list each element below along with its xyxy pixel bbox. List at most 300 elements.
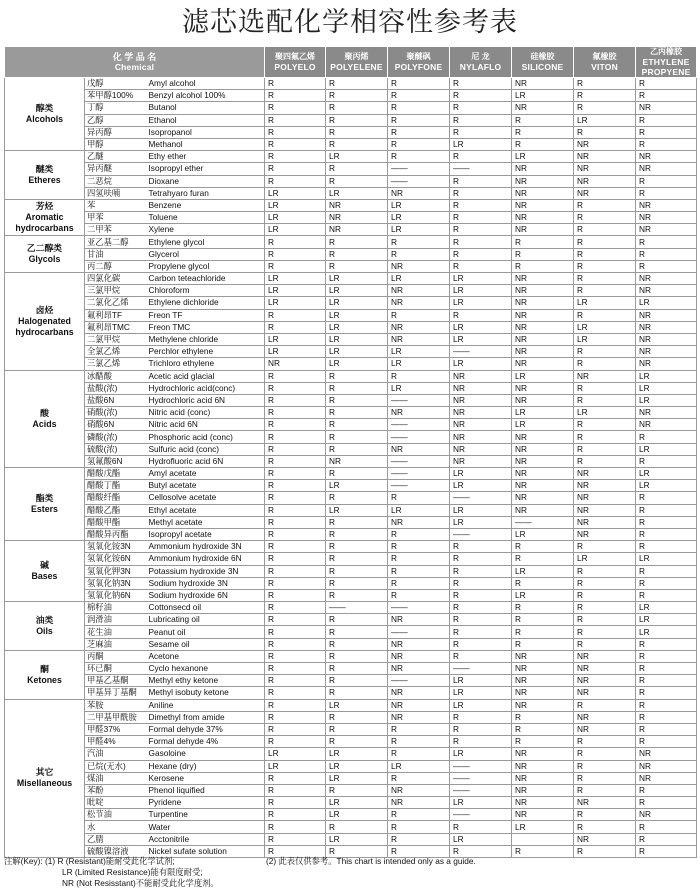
chemical-cn: 异丙醇 (85, 126, 147, 138)
rating-cell: R (265, 516, 326, 528)
rating-cell: R (265, 821, 326, 833)
rating-cell: LR (265, 187, 326, 199)
chemical-cn: 硫酸镍溶液 (85, 845, 147, 857)
rating-cell: R (574, 772, 636, 784)
category-cell (5, 650, 85, 699)
table-body (5, 78, 697, 858)
rating-cell: R (265, 687, 326, 699)
rating-cell: R (574, 443, 636, 455)
rating-cell: R (450, 723, 512, 735)
rating-cell: R (512, 602, 574, 614)
rating-cell: R (265, 163, 326, 175)
chemical-en: Freon TMC (147, 321, 265, 333)
rating-cell: R (326, 638, 388, 650)
rating-cell: NR (636, 102, 697, 114)
chemical-cn: 氢氧化钾3N (85, 565, 147, 577)
table-row (5, 333, 697, 345)
chemical-cn: 氟利昂TF (85, 309, 147, 321)
rating-cell: R (326, 78, 388, 90)
rating-cell: R (265, 650, 326, 662)
header-chemical (5, 47, 265, 78)
chemical-en: Ammonium hydroxide 6N (147, 553, 265, 565)
header-chemical-cn: 化 学 品 名 (112, 52, 157, 62)
rating-cell: R (512, 736, 574, 748)
category-en: Glycols (28, 254, 61, 265)
chemical-cn: 氢氧化钠3N (85, 577, 147, 589)
rating-cell: NR (636, 321, 697, 333)
category-cell (5, 199, 85, 236)
rating-cell: NR (574, 504, 636, 516)
rating-cell: R (574, 809, 636, 821)
rating-cell: LR (326, 285, 388, 297)
rating-cell: R (326, 126, 388, 138)
rating-cell: NR (636, 333, 697, 345)
table-row (5, 407, 697, 419)
rating-cell: R (265, 833, 326, 845)
rating-cell: R (450, 151, 512, 163)
rating-cell: R (326, 553, 388, 565)
rating-cell: LR (450, 273, 512, 285)
table-row (5, 394, 697, 406)
chemical-cn: 二甲苯 (85, 224, 147, 236)
rating-cell: R (636, 638, 697, 650)
rating-cell: R (450, 102, 512, 114)
rating-cell: NR (636, 772, 697, 784)
header-material: 聚醚砜 POLYFONE (388, 47, 450, 78)
chemical-cn: 冰醋酸 (85, 370, 147, 382)
chemical-cn: 醋酸纤酯 (85, 492, 147, 504)
rating-cell: R (512, 577, 574, 589)
rating-cell: R (388, 577, 450, 589)
category-cell (5, 151, 85, 200)
rating-cell: R (574, 845, 636, 857)
rating-cell: NR (512, 346, 574, 358)
chemical-en: Dioxane (147, 175, 265, 187)
chemical-cn: 丁醇 (85, 102, 147, 114)
rating-cell: R (450, 553, 512, 565)
chemical-en: Glycerol (147, 248, 265, 260)
rating-cell: R (450, 626, 512, 638)
chemical-en: Tetrahyaro furan (147, 187, 265, 199)
rating-cell: R (450, 821, 512, 833)
rating-cell: R (388, 492, 450, 504)
rating-cell: R (574, 577, 636, 589)
table-row (5, 602, 697, 614)
chemical-cn: 醋酸异丙酯 (85, 528, 147, 540)
chemical-en: Sulfuric acid (conc) (147, 443, 265, 455)
rating-cell: R (265, 321, 326, 333)
table-header (5, 47, 697, 78)
rating-cell: R (326, 468, 388, 480)
chemical-cn: 乙醇 (85, 114, 147, 126)
rating-cell: NR (512, 175, 574, 187)
rating-cell: R (574, 358, 636, 370)
chemical-en: Isopropanol (147, 126, 265, 138)
chemical-en: Hydrofluoric acid 6N (147, 455, 265, 467)
table-row (5, 260, 697, 272)
rating-cell: NR (388, 260, 450, 272)
rating-cell: R (574, 760, 636, 772)
chemical-en: Pyridene (147, 797, 265, 809)
rating-cell: R (265, 809, 326, 821)
table-row (5, 687, 697, 699)
rating-cell: R (574, 565, 636, 577)
rating-cell: R (326, 723, 388, 735)
chemical-cn: 四氯化碳 (85, 273, 147, 285)
category-cn: 油类 (35, 614, 54, 625)
rating-cell: NR (512, 273, 574, 285)
rating-cell: R (450, 212, 512, 224)
rating-cell: R (265, 151, 326, 163)
rating-cell: NR (636, 273, 697, 285)
rating-cell: R (265, 126, 326, 138)
rating-cell: NR (636, 309, 697, 321)
rating-cell: —— (388, 468, 450, 480)
rating-cell: R (326, 175, 388, 187)
rating-cell: R (326, 236, 388, 248)
table-row (5, 224, 697, 236)
rating-cell: NR (388, 797, 450, 809)
rating-cell: R (265, 553, 326, 565)
rating-cell: R (574, 626, 636, 638)
rating-cell: —— (450, 528, 512, 540)
rating-cell: R (574, 821, 636, 833)
table-row (5, 809, 697, 821)
rating-cell: —— (326, 602, 388, 614)
rating-cell: R (265, 455, 326, 467)
chemical-en: Ethanol (147, 114, 265, 126)
rating-cell: LR (636, 382, 697, 394)
chemical-en: Formal dehyde 37% (147, 723, 265, 735)
rating-cell: R (326, 675, 388, 687)
rating-cell: R (450, 114, 512, 126)
chemical-en: Isopropyl acetate (147, 528, 265, 540)
rating-cell: R (326, 663, 388, 675)
rating-cell: —— (512, 516, 574, 528)
rating-cell: LR (326, 748, 388, 760)
rating-cell: LR (326, 309, 388, 321)
rating-cell: R (636, 78, 697, 90)
chemical-en: Potassium hydroxide 3N (147, 565, 265, 577)
rating-cell: NR (512, 321, 574, 333)
rating-cell: NR (388, 711, 450, 723)
rating-cell: R (326, 102, 388, 114)
rating-cell: NR (512, 309, 574, 321)
table-row (5, 370, 697, 382)
rating-cell: R (388, 102, 450, 114)
rating-cell: LR (450, 321, 512, 333)
rating-cell: LR (265, 346, 326, 358)
rating-cell: NR (574, 711, 636, 723)
rating-cell: —— (388, 602, 450, 614)
rating-cell: NR (512, 285, 574, 297)
rating-cell: LR (326, 321, 388, 333)
rating-cell: LR (326, 187, 388, 199)
rating-cell: R (574, 602, 636, 614)
chemical-cn: 异丙醚 (85, 163, 147, 175)
rating-cell: R (326, 711, 388, 723)
table-row (5, 541, 697, 553)
rating-cell: R (265, 382, 326, 394)
rating-cell: R (574, 273, 636, 285)
chemical-cn: 亚乙基二醇 (85, 236, 147, 248)
rating-cell: R (636, 687, 697, 699)
rating-cell: NR (326, 199, 388, 211)
table-row (5, 650, 697, 662)
rating-cell: R (574, 224, 636, 236)
chemical-en: Toluene (147, 212, 265, 224)
table-row (5, 248, 697, 260)
chemical-cn: 氢氧化铵6N (85, 553, 147, 565)
chemical-cn: 甲基异丁基酮 (85, 687, 147, 699)
rating-cell: R (326, 407, 388, 419)
key-line: NR (Not Resisstant)不能耐受此化学度剂。 (62, 878, 219, 888)
chemical-en: Trichloro ethylene (147, 358, 265, 370)
chemical-cn: 苯甲醇100% (85, 90, 147, 102)
rating-cell: R (388, 248, 450, 260)
chemical-cn: 甲苯 (85, 212, 147, 224)
rating-cell: R (574, 638, 636, 650)
rating-cell: R (450, 638, 512, 650)
rating-cell: NR (512, 784, 574, 796)
rating-cell: NR (574, 151, 636, 163)
category-en: Alcohols (25, 114, 64, 125)
chemical-en: Phosphoric acid (conc) (147, 431, 265, 443)
category-cell (5, 370, 85, 468)
rating-cell: —— (388, 455, 450, 467)
chemical-cn: 丙二醇 (85, 260, 147, 272)
rating-cell: NR (388, 699, 450, 711)
rating-cell: LR (265, 224, 326, 236)
rating-cell: LR (265, 273, 326, 285)
rating-cell: R (512, 248, 574, 260)
rating-cell: NR (450, 382, 512, 394)
rating-cell: R (326, 577, 388, 589)
chemical-en: Acetic acid glacial (147, 370, 265, 382)
table-row (5, 833, 697, 845)
category-en: Etheres (28, 175, 61, 185)
chemical-cn: 已烷(无水) (85, 760, 147, 772)
rating-cell: R (265, 309, 326, 321)
chemical-cn: 氟利昂TMC (85, 321, 147, 333)
chemical-en: Formal dehyde 4% (147, 736, 265, 748)
chemical-cn: 二氯化乙烯 (85, 297, 147, 309)
rating-cell: NR (636, 760, 697, 772)
table-row (5, 443, 697, 455)
table-row (5, 163, 697, 175)
table-row (5, 90, 697, 102)
rating-cell: R (450, 248, 512, 260)
rating-cell: R (388, 370, 450, 382)
rating-cell: LR (512, 528, 574, 540)
rating-cell: NR (574, 675, 636, 687)
rating-cell: NR (388, 650, 450, 662)
chemical-cn: 苯酚 (85, 784, 147, 796)
chemical-cn: 乙腈 (85, 833, 147, 845)
rating-cell: LR (326, 699, 388, 711)
chemical-en: Acetone (147, 650, 265, 662)
rating-cell: NR (512, 797, 574, 809)
rating-cell: R (574, 78, 636, 90)
rating-cell: R (636, 455, 697, 467)
rating-cell: R (265, 772, 326, 784)
rating-cell: R (388, 126, 450, 138)
rating-cell: NR (574, 187, 636, 199)
chemical-cn: 甘油 (85, 248, 147, 260)
rating-cell: R (450, 236, 512, 248)
rating-cell: R (388, 90, 450, 102)
rating-cell: LR (450, 480, 512, 492)
rating-cell: LR (450, 699, 512, 711)
table-row (5, 273, 697, 285)
chemical-cn: 醋酸乙酯 (85, 504, 147, 516)
table-row (5, 468, 697, 480)
chemical-cn: 松节油 (85, 809, 147, 821)
chemical-cn: 氢氧化铵3N (85, 541, 147, 553)
rating-cell: LR (636, 394, 697, 406)
rating-cell: R (574, 248, 636, 260)
table-row (5, 187, 697, 199)
chemical-en: Methyl ethy ketone (147, 675, 265, 687)
table-row (5, 784, 697, 796)
rating-cell: R (450, 187, 512, 199)
rating-cell: R (450, 78, 512, 90)
chemical-en: Xylene (147, 224, 265, 236)
rating-cell: LR (512, 565, 574, 577)
rating-cell: R (388, 821, 450, 833)
rating-cell: NR (636, 163, 697, 175)
rating-cell: R (512, 126, 574, 138)
rating-cell: R (450, 650, 512, 662)
rating-cell: R (326, 614, 388, 626)
rating-cell: R (636, 541, 697, 553)
rating-cell: R (388, 736, 450, 748)
rating-cell: NR (512, 809, 574, 821)
chemical-cn: 氢氧化钠6N (85, 589, 147, 601)
rating-cell: LR (512, 407, 574, 419)
rating-cell: LR (636, 553, 697, 565)
category-cn: 酸 (40, 407, 49, 418)
rating-cell: R (388, 236, 450, 248)
chemical-cn: 二氯甲烷 (85, 333, 147, 345)
rating-cell: LR (450, 675, 512, 687)
rating-cell: R (574, 736, 636, 748)
chemical-cn: 醋酸戊酯 (85, 468, 147, 480)
rating-cell: NR (388, 321, 450, 333)
rating-cell: NR (636, 199, 697, 211)
chemical-cn: 硝酸(浓) (85, 407, 147, 419)
rating-cell: —— (450, 663, 512, 675)
chemical-en: Propylene glycol (147, 260, 265, 272)
rating-cell: LR (512, 90, 574, 102)
table-row (5, 382, 697, 394)
rating-cell: NR (574, 468, 636, 480)
chemical-en: Methylene chloride (147, 333, 265, 345)
rating-cell: R (326, 163, 388, 175)
rating-cell: R (636, 784, 697, 796)
rating-cell: NR (636, 285, 697, 297)
table-row (5, 492, 697, 504)
rating-cell: R (265, 845, 326, 857)
rating-cell: NR (388, 333, 450, 345)
rating-cell: R (265, 480, 326, 492)
rating-cell: R (265, 784, 326, 796)
rating-cell: R (574, 199, 636, 211)
rating-cell: R (326, 248, 388, 260)
rating-cell: R (265, 626, 326, 638)
rating-cell: R (636, 516, 697, 528)
chemical-en: Aniline (147, 699, 265, 711)
header-material: 聚丙烯 POLYELENE (326, 47, 388, 78)
category-cn: 芳烃 (35, 201, 54, 212)
rating-cell: LR (326, 760, 388, 772)
rating-cell: NR (512, 224, 574, 236)
chemical-cn: 乙醚 (85, 151, 147, 163)
chemical-cn: 硫酸(浓) (85, 443, 147, 455)
rating-cell: R (265, 675, 326, 687)
rating-cell: NR (512, 468, 574, 480)
rating-cell: R (450, 602, 512, 614)
rating-cell: R (512, 260, 574, 272)
rating-cell: LR (326, 480, 388, 492)
rating-cell: LR (574, 114, 636, 126)
chemical-en: Nitric acid (conc) (147, 407, 265, 419)
rating-cell: R (326, 687, 388, 699)
table-row (5, 346, 697, 358)
rating-cell: —— (450, 492, 512, 504)
rating-cell: R (636, 589, 697, 601)
rating-cell: R (450, 90, 512, 102)
rating-cell: R (450, 199, 512, 211)
category-cn: 酯类 (35, 493, 54, 504)
rating-cell: LR (326, 346, 388, 358)
rating-cell: R (574, 285, 636, 297)
rating-cell: R (265, 407, 326, 419)
rating-cell: R (265, 492, 326, 504)
category-en: Aromatic hydrocarbans (15, 212, 74, 234)
table-row (5, 663, 697, 675)
chemical-cn: 二甲基甲酰胺 (85, 711, 147, 723)
chemical-en: Water (147, 821, 265, 833)
chemical-cn: 花生油 (85, 626, 147, 638)
rating-cell: NR (326, 212, 388, 224)
rating-cell: NR (512, 772, 574, 784)
rating-cell: NR (326, 455, 388, 467)
rating-cell: LR (388, 224, 450, 236)
rating-cell: LR (574, 553, 636, 565)
rating-cell: NR (574, 480, 636, 492)
chemical-cn: 润滑油 (85, 614, 147, 626)
rating-cell: R (450, 224, 512, 236)
rating-cell: R (512, 626, 574, 638)
rating-cell: LR (265, 285, 326, 297)
rating-cell: R (388, 528, 450, 540)
table-row (5, 516, 697, 528)
rating-cell: —— (388, 626, 450, 638)
rating-cell: —— (388, 480, 450, 492)
rating-cell: R (574, 102, 636, 114)
rating-cell: NR (512, 382, 574, 394)
rating-cell: R (265, 248, 326, 260)
chemical-cn: 二恶烷 (85, 175, 147, 187)
rating-cell: R (326, 260, 388, 272)
header-material: 乙丙橡胶 ETHYLENE PROPYENE (636, 47, 697, 78)
rating-cell: NR (636, 151, 697, 163)
table-row (5, 199, 697, 211)
rating-cell: R (326, 528, 388, 540)
rating-cell: NR (450, 419, 512, 431)
rating-cell: R (636, 138, 697, 150)
